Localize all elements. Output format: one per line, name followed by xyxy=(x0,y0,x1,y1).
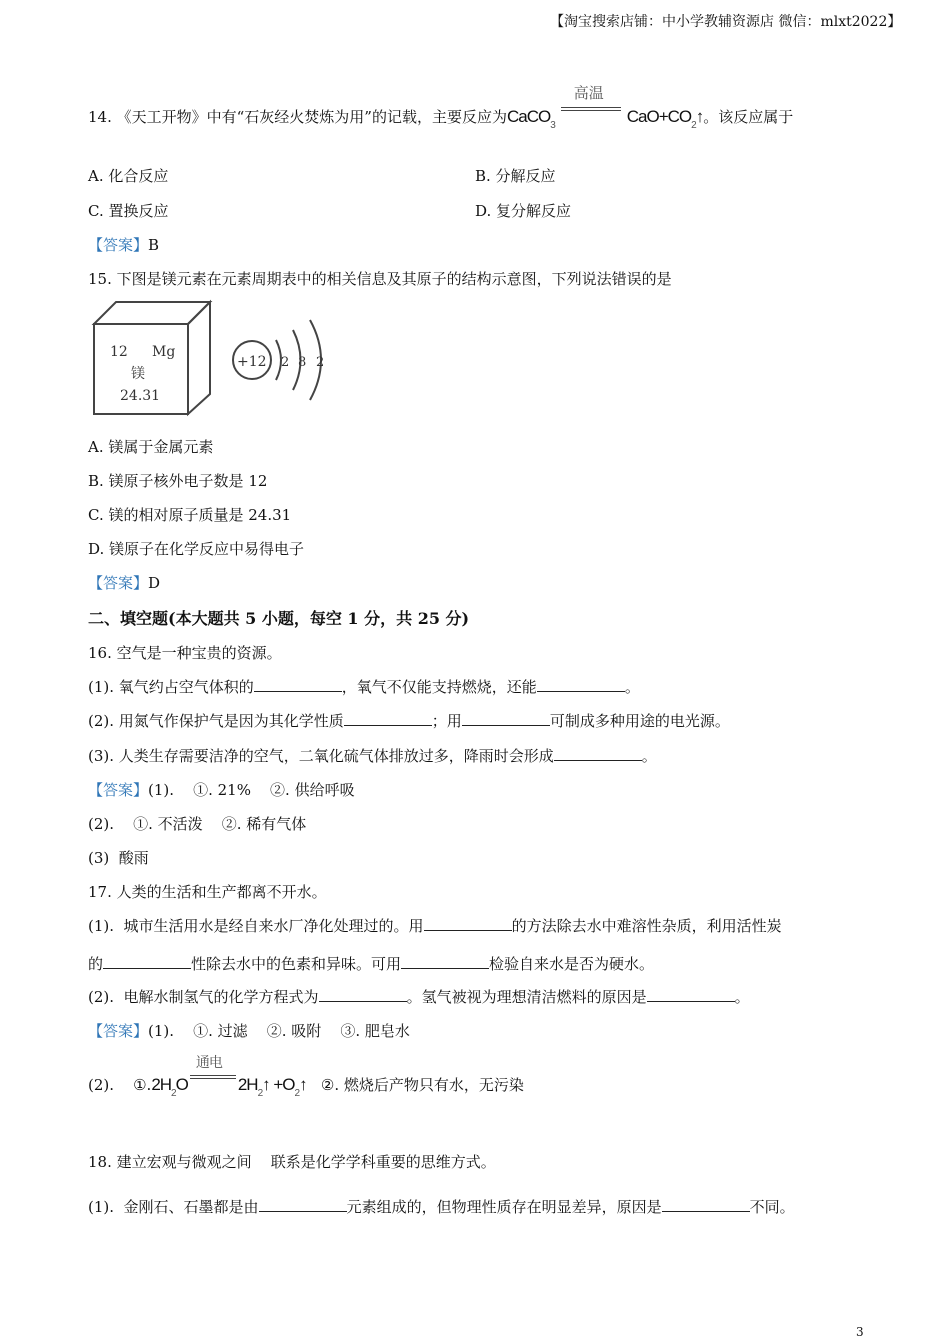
q15-stem: 15. 下图是镁元素在元素周期表中的相关信息及其原子的结构示意图，下列说法错误的是 xyxy=(88,270,672,288)
q14-product: $CaO+CO_2↑$ xyxy=(626,107,704,131)
nucleus-charge: +12 xyxy=(237,354,267,370)
page-number: 3 xyxy=(856,1325,864,1339)
q16-answer-3: (3) 酸雨 xyxy=(88,849,149,867)
shell-2-electrons: 8 xyxy=(298,355,307,370)
page-header: 【淘宝搜索店铺：中小学教辅资源店 微信：mlxt2022】 xyxy=(550,14,902,30)
element-name: 镁 xyxy=(131,366,145,382)
q16-part3: (3). 人类生存需要洁净的空气，二氧化硫气体排放过多，降雨时会形成 。 xyxy=(88,747,657,765)
q14-option-a: A. 化合反应 xyxy=(88,167,169,185)
q14-option-b: B. 分解反应 xyxy=(475,167,556,185)
q15-option-b: B. 镁原子核外电子数是 12 xyxy=(88,472,268,490)
q16-part2: (2). 用氮气作保护气是因为其化学性质 ；用 可制成多种用途的电光源。 xyxy=(88,712,730,730)
q18-part1: (1). 金刚石、石墨都是由 元素组成的，但物理性质存在明显差异，原因是 不同。 xyxy=(88,1198,795,1216)
q14-stem: 14. 《天工开物》中有“石灰经火焚炼为用”的记载，主要反应为 xyxy=(88,108,507,126)
q15-answer: 【答案】D xyxy=(88,574,161,592)
q18-stem: 18. 建立宏观与微观之间 联系是化学学科重要的思维方式。 xyxy=(88,1153,496,1171)
q17-part2: (2). 电解水制氢气的化学方程式为 。氢气被视为理想清洁燃料的原因是 。 xyxy=(88,988,750,1006)
q17-part1-line2: 的 性除去水中的色素和异味。可用 检验自来水是否为硬水。 xyxy=(88,955,655,973)
q14-stem-end: 。该反应属于 xyxy=(703,108,794,126)
q17-part1-line1: (1). 城市生活用水是经自来水厂净化处理过的。用 的方法除去水中难溶性杂质，利用活性炭 xyxy=(88,917,782,935)
electrolysis-equation: $2H_2O$ 通电 $2H_2↑$ $+O_2↑$ xyxy=(151,1055,307,1099)
shell-3-electrons: 2 xyxy=(316,355,325,370)
shell-1-electrons: 2 xyxy=(281,355,290,370)
q17-answer-2: (2). $①.2H_2O$ 通电 $2H_2↑$ $+O_2↑$ ②. 燃烧后产物只有水，无污染 xyxy=(88,1055,524,1099)
q14-condition: 高温 xyxy=(561,104,621,118)
q14-option-c: C. 置换反应 xyxy=(88,202,169,220)
q17-answer-1: 【答案】(1). ①. 过滤 ②. 吸附 ③. 肥皂水 xyxy=(88,1022,410,1040)
atomic-mass: 24.31 xyxy=(120,388,161,404)
q16-answer-1: 【答案】(1). ①. 21% ②. 供给呼吸 xyxy=(88,781,355,799)
q15-option-a: A. 镁属于金属元素 xyxy=(88,438,214,456)
atomic-number: 12 xyxy=(110,344,128,360)
section-title: 二、填空题(本大题共 5 小题，每空 1 分，共 25 分) xyxy=(88,609,470,628)
element-symbol: Mg xyxy=(152,344,176,360)
cube-side xyxy=(188,302,210,414)
q14-reactant: CaCO$_3$ xyxy=(506,107,555,131)
q15-option-d: D. 镁原子在化学反应中易得电子 xyxy=(88,540,305,558)
magnesium-figure xyxy=(88,296,348,422)
q14-answer: 【答案】B xyxy=(88,236,160,254)
question-14 xyxy=(88,84,794,131)
q16-answer-2: (2). ①. 不活泼 ②. 稀有气体 xyxy=(88,815,307,833)
q17-stem: 17. 人类的生活和生产都离不开水。 xyxy=(88,883,327,901)
q16-part1: (1). 氧气约占空气体积的 ，氧气不仅能支持燃烧，还能 。 xyxy=(88,678,640,696)
q15-option-c: C. 镁的相对原子质量是 24.31 xyxy=(88,506,292,524)
q14-option-d: D. 复分解反应 xyxy=(475,202,572,220)
q16-stem: 16. 空气是一种宝贵的资源。 xyxy=(88,644,282,662)
